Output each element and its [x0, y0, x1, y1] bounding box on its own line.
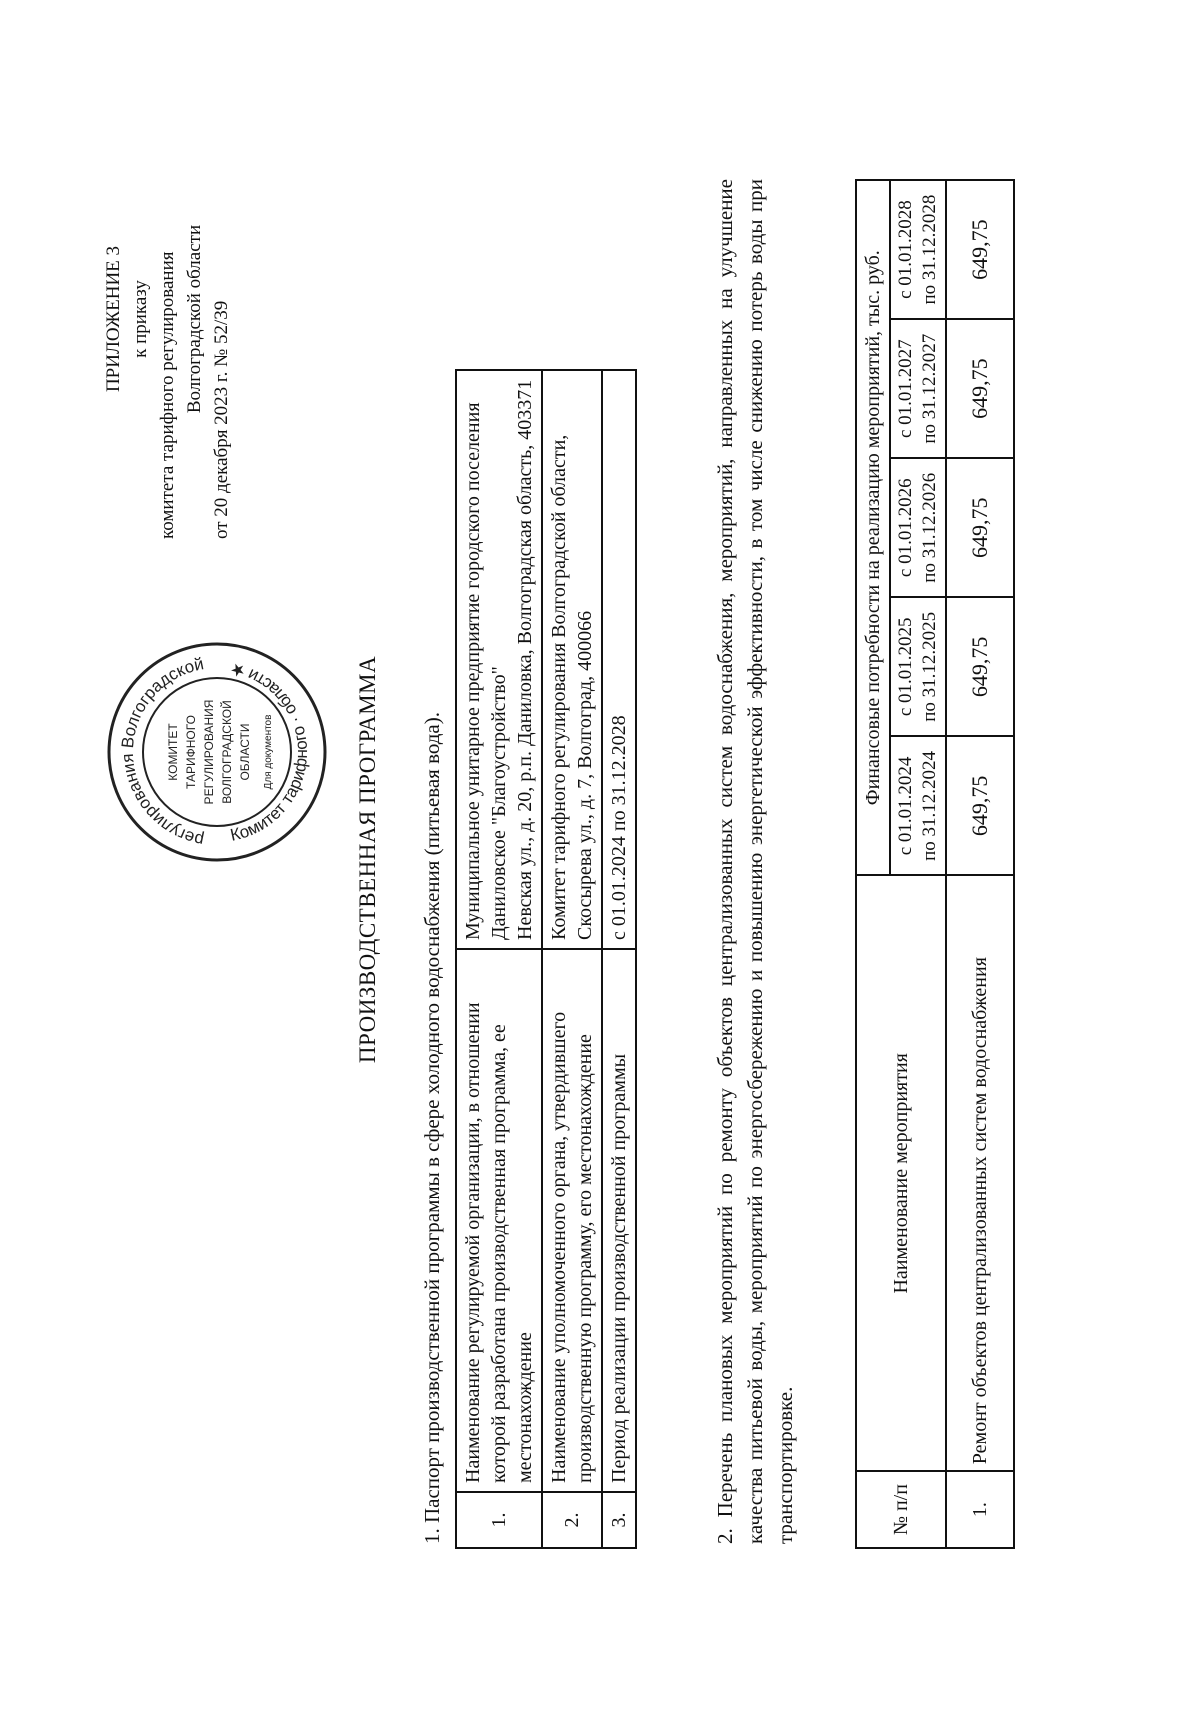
seal-inner-2: ТАРИФНОГО	[184, 715, 198, 789]
header-finance: Финансовые потребности на реализацию мероприятий, тыс. руб.	[856, 180, 890, 875]
period-to: по 31.12.2028	[919, 194, 940, 305]
header-name: Наименование мероприятия	[856, 875, 946, 1471]
row-value: Комитет тарифного регулирования Волгоградской области, Скосырева ул., д. 7, Волгоград, 400066	[542, 370, 602, 949]
row-value-line: Невская ул., д. 20, р.п. Даниловка, Волгоградская область, 403371	[514, 379, 536, 940]
seal-ring-bottom: Комитет тарифного · области ★	[228, 659, 312, 845]
period-from: с 01.01.2028	[895, 200, 916, 299]
header-line-committee: комитета тарифного регулирования	[157, 251, 178, 539]
period-from: с 01.01.2026	[895, 478, 916, 578]
row-value: с 01.01.2024 по 31.12.2028	[602, 370, 636, 949]
header-period	[890, 736, 946, 875]
period-from: с 01.01.2024	[895, 756, 916, 856]
document-title: ПРОИЗВОДСТВЕННАЯ ПРОГРАММА	[355, 655, 380, 1064]
row-value-line: Муниципальное унитарное предприятие городского поселения Даниловское "Благоустройство"	[462, 402, 510, 940]
period-to: по 31.12.2027	[919, 333, 940, 444]
row-number: 1.	[946, 1471, 1014, 1548]
seal-ring-top: регулирования Волгоградской	[117, 654, 206, 850]
period-to: по 31.12.2026	[919, 472, 940, 583]
table-row	[602, 370, 636, 1548]
table-header-row	[856, 180, 890, 1548]
seal-inner-3: РЕГУЛИРОВАНИЯ	[202, 699, 216, 805]
section-2-heading: 2. Перечень плановых мероприятий по ремонту объектов централизованных систем водоснабжения, мероприятий, направленных на улучшение качества питьевой воды, мероприятий по энергосбережению и повышению энергетической эффективности, в том числе снижению потерь воды при транспортировке.	[713, 179, 797, 1544]
official-seal	[105, 639, 330, 864]
table-row	[542, 370, 602, 1548]
row-measure-name: Ремонт объектов централизованных систем водоснабжения	[946, 875, 1014, 1471]
period-to: по 31.12.2024	[919, 750, 940, 861]
header-period	[890, 319, 946, 458]
header-period	[890, 458, 946, 597]
seal-inner-6: Для документов	[263, 714, 274, 790]
header-period	[890, 180, 946, 319]
measures-table	[855, 179, 1015, 1549]
header-line-order: к приказу	[130, 280, 151, 358]
header-line-date: от 20 декабря 2023 г. № 52/39	[211, 300, 232, 539]
row-value: 649,75	[946, 736, 1014, 875]
period-from: с 01.01.2027	[895, 339, 916, 439]
row-number: 3.	[602, 1492, 636, 1548]
row-label: Наименование уполномоченного органа, утвердившего производственную программу, его местонахождение	[542, 949, 602, 1492]
period-from: с 01.01.2025	[895, 617, 916, 717]
row-label: Наименование регулируемой организации, в отношении которой разработана производственная программа, ее местонахождение	[456, 949, 542, 1492]
appendix-number: ПРИЛОЖЕНИЕ 3	[103, 245, 124, 393]
seal-inner-1: КОМИТЕТ	[166, 723, 180, 781]
passport-table	[455, 369, 637, 1549]
table-row	[946, 180, 1014, 1548]
section-1-heading: 1. Паспорт производственной программы в сфере холодного водоснабжения (питьевая вода).	[420, 712, 444, 1544]
row-value: 649,75	[946, 319, 1014, 458]
period-to: по 31.12.2025	[919, 611, 940, 722]
row-value	[456, 370, 542, 949]
row-value: 649,75	[946, 458, 1014, 597]
row-value: 649,75	[946, 597, 1014, 736]
row-number: 1.	[456, 1492, 542, 1548]
seal-inner-4: ВОЛГОГРАДСКОЙ	[220, 700, 234, 804]
header-number: № п/п	[856, 1471, 946, 1548]
row-number: 2.	[542, 1492, 602, 1548]
appendix-header	[100, 99, 235, 539]
row-label: Период реализации производственной программы	[602, 949, 636, 1492]
table-row	[456, 370, 542, 1548]
seal-inner-5: ОБЛАСТИ	[238, 723, 252, 781]
header-line-region: Волгоградской области	[184, 224, 205, 414]
row-value: 649,75	[946, 180, 1014, 319]
header-period	[890, 597, 946, 736]
